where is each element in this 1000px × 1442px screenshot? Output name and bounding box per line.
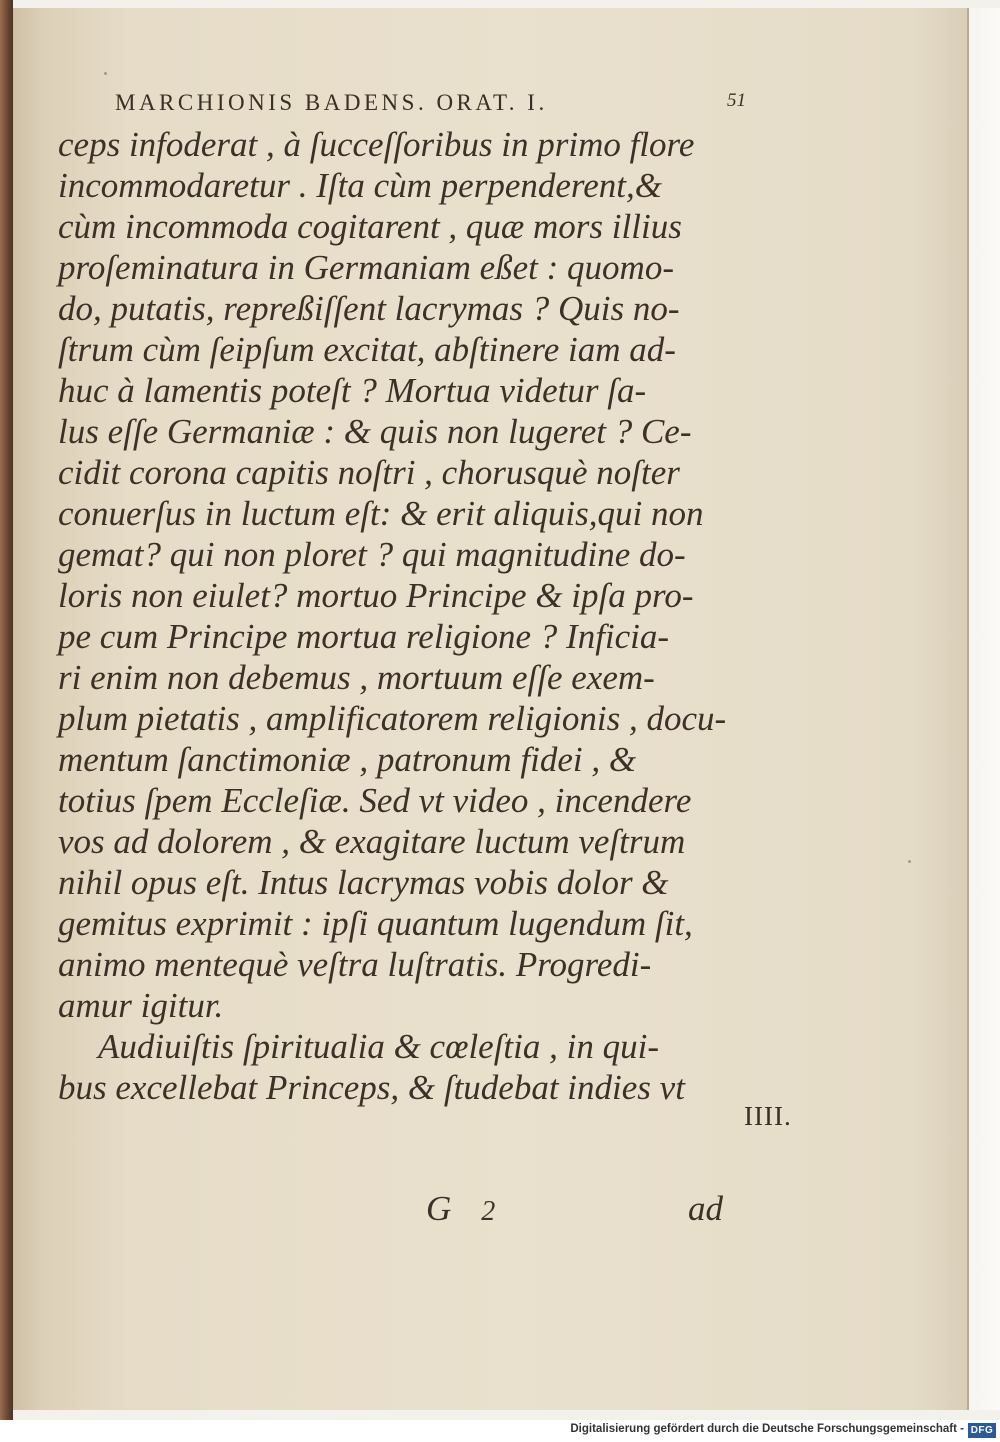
running-head-title: MARCHIONIS BADENS. ORAT. I. (115, 90, 548, 115)
dfg-logo: DFG (968, 1423, 996, 1438)
text-line: do, putatis, repreßiſſent lacrymas ? Quis no- (58, 289, 680, 328)
page-margin-edge (969, 8, 1000, 1410)
text-line: cidit corona capitis noſtri , chorusquè noſter (58, 453, 680, 492)
marginal-section-number: IIII. (744, 1101, 792, 1131)
signature-mark (426, 1189, 495, 1229)
digitization-footer (0, 1420, 1000, 1442)
text-line: ſtrum cùm ſeipſum excitat, abſtinere iam ad- (58, 330, 676, 369)
paper-speck (104, 72, 107, 75)
text-line: mentum ſanctimoniæ , patronum fidei , & (58, 740, 637, 779)
text-line: gemitus exprimit : ipſi quantum lugendum ſit, (58, 904, 693, 943)
text-line: cùm incommoda cogitarent , quæ mors illius (58, 207, 682, 246)
text-line: loris non eiulet? mortuo Principe & ipſa pro- (58, 576, 694, 615)
text-line: animo mentequè veſtra luſtratis. Progredi- (58, 945, 652, 984)
paragraph-start-line: Audiuiſtis ſpiritualia & cœleſtia , in qui- (98, 1027, 659, 1066)
text-line: vos ad dolorem , & exagitare luctum veſtrum (58, 822, 686, 861)
text-line: gemat? qui non ploret ? qui magnitudine do- (58, 535, 686, 574)
text-line: amur igitur. (58, 986, 224, 1025)
text-line: bus excellebat Princeps, & ſtudebat indies vt (58, 1068, 685, 1107)
folio-number: 51 (727, 90, 746, 111)
paper-speck (908, 860, 911, 863)
text-line: incommodaretur . Iſta cùm perpenderent,& (58, 166, 662, 205)
catchword: ad (688, 1189, 723, 1228)
running-head (115, 90, 765, 124)
text-line: proſeminatura in Germaniam eßet : quomo- (58, 248, 674, 287)
text-line: pe cum Principe mortua religione ? Inficia- (58, 617, 670, 656)
text-line: huc à lamentis poteſt ? Mortua videtur ſa- (58, 371, 647, 410)
text-line: lus eſſe Germaniæ : & quis non lugeret ? Ce- (58, 412, 692, 451)
text-line: ri enim non debemus , mortuum eſſe exem- (58, 658, 655, 697)
text-line: ceps infoderat , à ſucceſſoribus in primo flore (58, 125, 695, 164)
text-line: nihil opus eſt. Intus lacrymas vobis dolor & (58, 863, 669, 902)
binding-edge (0, 0, 13, 1420)
text-line: totius ſpem Eccleſiæ. Sed vt video , incendere (58, 781, 692, 820)
signature-letter: G (426, 1189, 452, 1228)
signature-number: 2 (481, 1196, 496, 1227)
text-line: conuerſus in luctum eſt: & erit aliquis,qui non (58, 494, 704, 533)
funding-credit: Digitalisierung gefördert durch die Deutsche Forschungsgemeinschaft - (570, 1423, 964, 1435)
text-line: plum pietatis , amplificatorem religionis , docu- (58, 699, 727, 738)
